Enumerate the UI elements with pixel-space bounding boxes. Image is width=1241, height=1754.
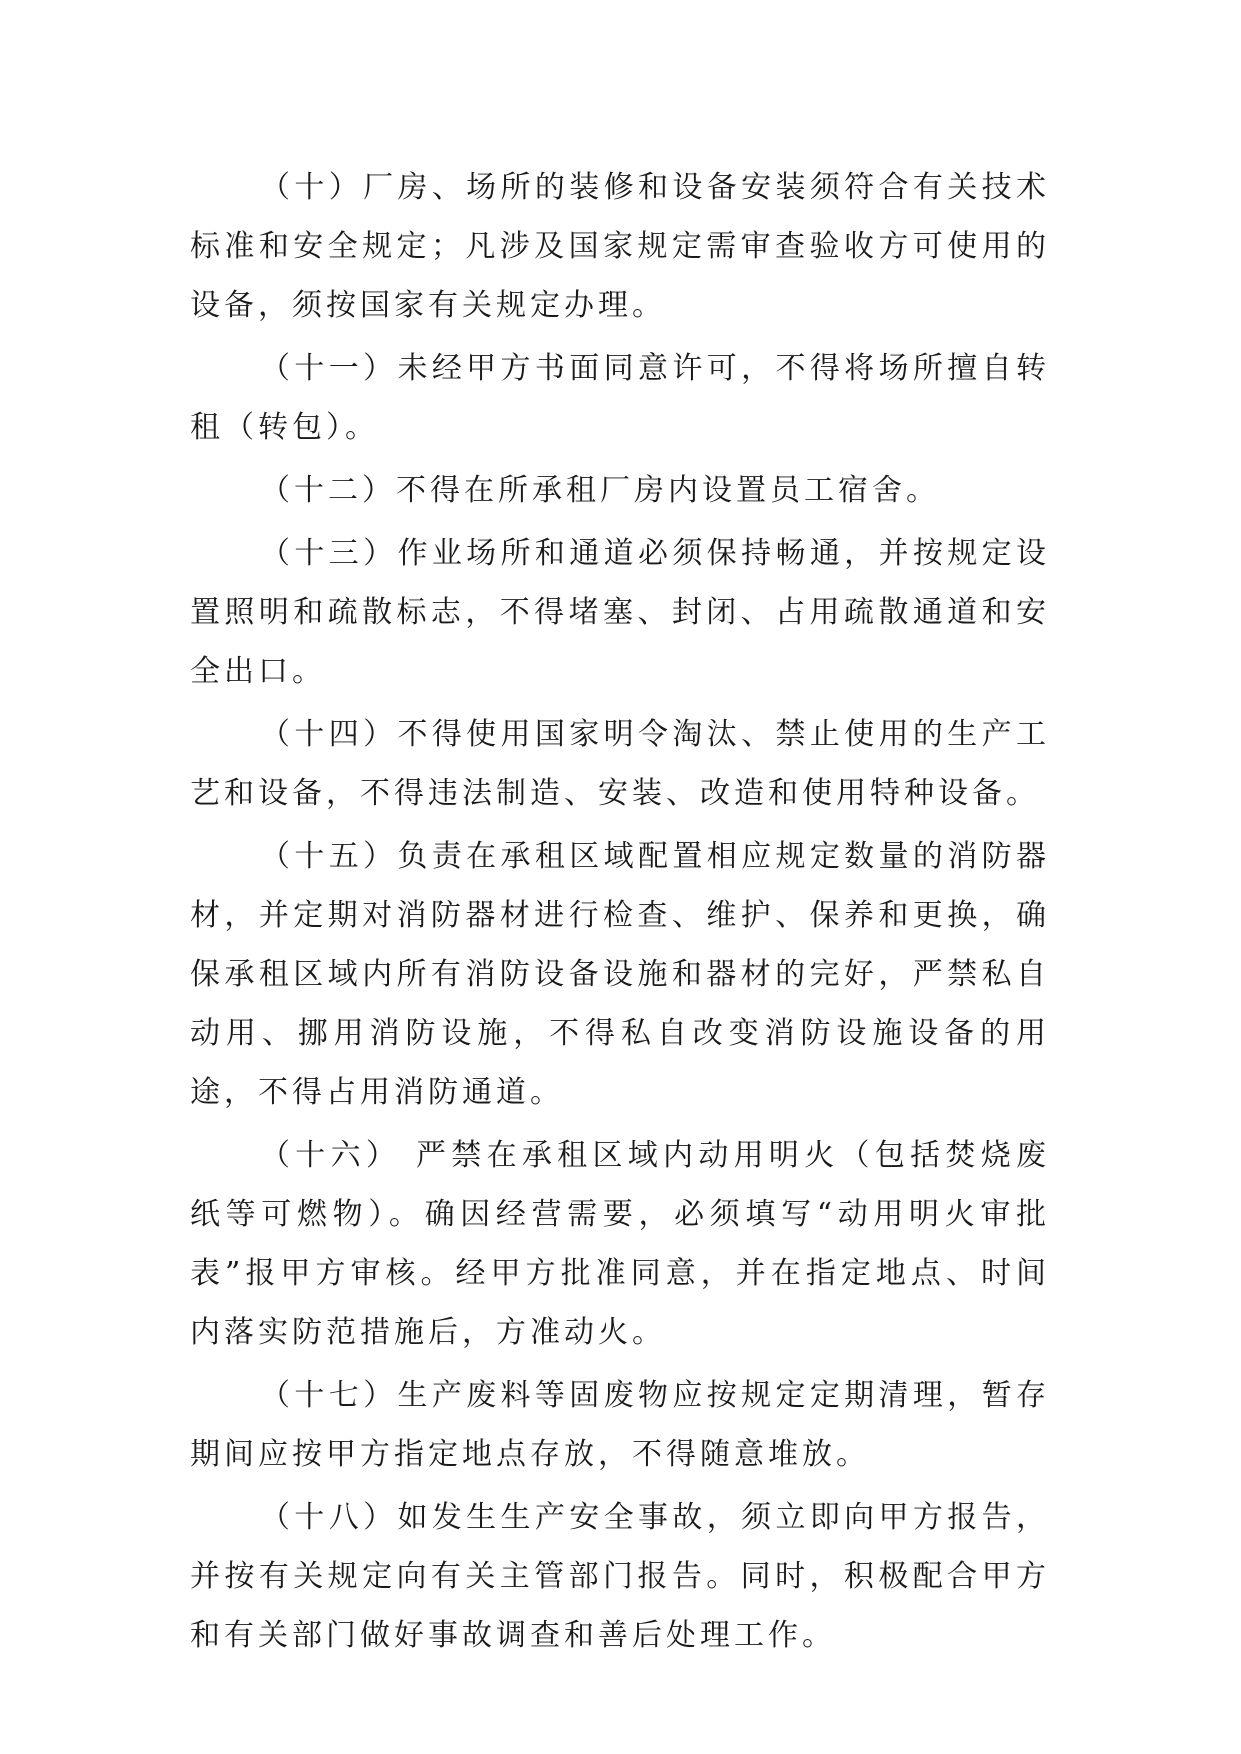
clause-12: （十二）不得在所承租厂房内设置员工宿舍。: [260, 473, 940, 508]
clause-16: （十六） 严禁在承租区域内动用明火（包括焚烧废纸等可燃物）。确因经营需要，必须填写“动用明火审批表”报甲方审核。经甲方批准同意，并在指定地点、时间内落实防范措施后，方准动火。: [190, 1138, 1050, 1350]
clause-10: （十）厂房、场所的装修和设备安装须符合有关技术标准和安全规定；凡涉及国家规定需审查验收方可使用的设备，须按国家有关规定办理。: [190, 170, 1050, 323]
clause-18: （十八）如发生生产安全事故，须立即向甲方报告，并按有关规定向有关主管部门报告。同时，积极配合甲方和有关部门做好事故调查和善后处理工作。: [190, 1500, 1050, 1653]
clause-17: （十七）生产废料等固废物应按规定定期清理，暂存期间应按甲方指定地点存放，不得随意堆放。: [190, 1378, 1050, 1472]
clause-15: （十五）负责在承租区域配置相应规定数量的消防器材，并定期对消防器材进行检查、维护、保养和更换，确保承租区域内所有消防设备设施和器材的完好，严禁私自动用、挪用消防设施，不得私自改变消防设施设备的用途，不得占用消防通道。: [190, 839, 1050, 1110]
clause-14: （十四）不得使用国家明令淘汰、禁止使用的生产工艺和设备，不得违法制造、安装、改造和使用特种设备。: [190, 717, 1050, 811]
clause-13: （十三）作业场所和通道必须保持畅通，并按规定设置照明和疏散标志，不得堵塞、封闭、占用疏散通道和安全出口。: [190, 536, 1050, 689]
clause-11: （十一）未经甲方书面同意许可，不得将场所擅自转租（转包）。: [190, 351, 1050, 445]
document-body: [190, 158, 1050, 1669]
